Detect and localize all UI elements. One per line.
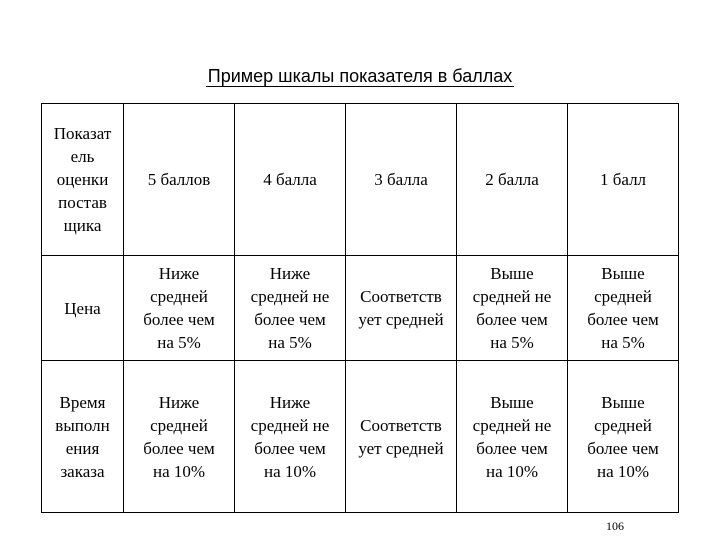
- row-label-cell: Цена: [42, 256, 124, 361]
- table-cell: Соответств ует средней: [346, 256, 457, 361]
- table-cell: Ниже средней более чем на 5%: [124, 256, 235, 361]
- table-cell: Ниже средней не более чем на 10%: [235, 361, 346, 513]
- header-score-cell: 2 балла: [457, 104, 568, 256]
- table-cell: Выше средней не более чем на 10%: [457, 361, 568, 513]
- header-score-cell: 4 балла: [235, 104, 346, 256]
- table-cell: Выше средней более чем на 5%: [568, 256, 679, 361]
- header-score-cell: 3 балла: [346, 104, 457, 256]
- table-row: [42, 256, 679, 361]
- slide-title-text: Пример шкалы показателя в баллах: [207, 66, 513, 86]
- row-label-cell: Время выполн ения заказа: [42, 361, 124, 513]
- table-cell: Ниже средней не более чем на 5%: [235, 256, 346, 361]
- table-cell: Ниже средней более чем на 10%: [124, 361, 235, 513]
- header-score-cell: 5 баллов: [124, 104, 235, 256]
- header-score-cell: 1 балл: [568, 104, 679, 256]
- score-scale-table: [41, 103, 679, 513]
- table-row: [42, 361, 679, 513]
- slide-title: [0, 66, 720, 87]
- table-cell: Соответств ует средней: [346, 361, 457, 513]
- page-number: 106: [606, 519, 624, 533]
- table-header-row: [42, 104, 679, 256]
- header-indicator-cell: Показат ель оценки постав щика: [42, 104, 124, 256]
- table-cell: Выше средней не более чем на 5%: [457, 256, 568, 361]
- table-cell: Выше средней более чем на 10%: [568, 361, 679, 513]
